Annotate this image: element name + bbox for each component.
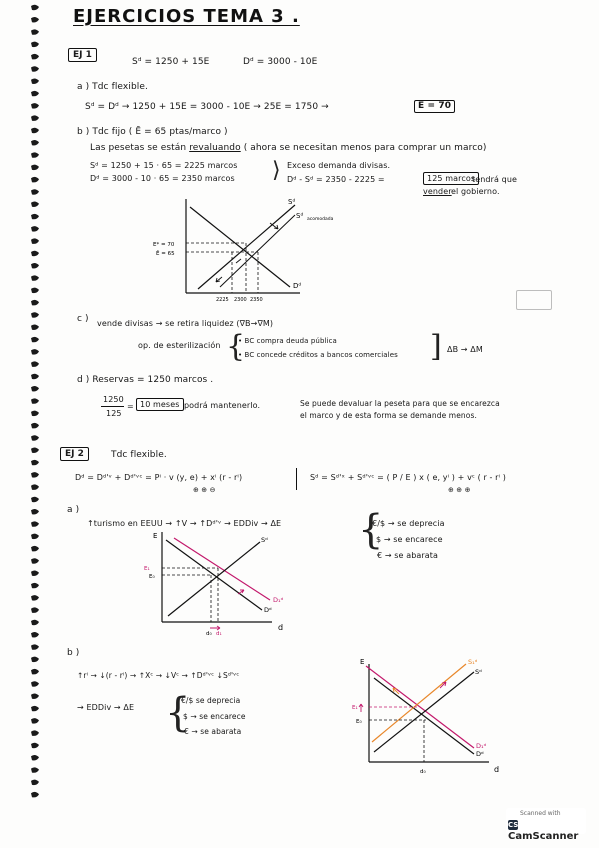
graph2-e1-label: E₁	[144, 566, 150, 572]
binding-hole	[31, 583, 39, 588]
graph3-y-label: E	[360, 658, 365, 666]
binding-hole	[31, 706, 39, 711]
ej2-supply-eq: Sᵈ = Sᵈ'ˣ + Sᵈ'ᵛᶜ = ( P / E ) x ( e, yⁱ ) + vᶜ ( r - rⁱ )	[310, 473, 506, 482]
binding-hole	[31, 349, 39, 354]
ej1-d-denominator: 125	[106, 409, 122, 418]
ej2-b-label: b )	[67, 648, 80, 658]
ej1-demand-eq: Dᵈ = 3000 - 10E	[243, 57, 318, 67]
graph3-e1-label: E₁	[352, 705, 358, 711]
ej2-b-result1: €/$ se deprecia	[181, 696, 241, 705]
ej1-b-vender: vender	[423, 187, 452, 196]
binding-hole	[31, 644, 39, 649]
graph1-arrow-lower	[216, 277, 222, 282]
binding-hole	[31, 226, 39, 231]
binding-hole	[31, 743, 39, 748]
binding-hole	[31, 718, 39, 723]
binding-hole	[31, 361, 39, 366]
graph1-s2-label: Sᵈ	[296, 212, 304, 220]
ej1-b-demand-calc: Dᵈ = 3000 - 10 · 65 = 2350 marcos	[90, 174, 235, 183]
graph1-x3-label: 2350	[250, 297, 263, 303]
binding-hole	[31, 657, 39, 662]
binding-hole	[31, 755, 39, 760]
binding-hole	[31, 79, 39, 84]
ej2-supply-signs: ⊕ ⊕ ⊕	[448, 486, 471, 494]
binding-hole	[31, 325, 39, 330]
binding-hole	[31, 460, 39, 465]
binding-hole	[31, 681, 39, 686]
binding-hole	[31, 386, 39, 391]
camscanner-brand	[508, 820, 586, 842]
ej1-d-note1: Se puede devaluar la peseta para que se encarezca	[300, 399, 500, 408]
graph1-s-label: Sᵈ	[288, 198, 296, 206]
binding-hole	[31, 398, 39, 403]
binding-hole	[31, 29, 39, 34]
ej1-b-exceso: Exceso demanda divisas.	[287, 161, 391, 170]
binding-hole	[31, 792, 39, 797]
graph2-y-label: E	[153, 532, 158, 540]
ej1-c-result: ΔB → ΔM	[447, 345, 483, 354]
ej1-d-box: 10 meses	[136, 398, 184, 411]
graph3-e-arrow	[359, 704, 363, 712]
ej2-demand-eq: Dᵈ = Dᵈ'ᵛ + Dᵈ'ᵛᶜ = Pⁱ · v (y, e) + xⁱ (r - rⁱ)	[75, 473, 243, 482]
ej2-a-result1: €/$ → se deprecia	[372, 519, 445, 528]
graph3-d0-label: d₀	[420, 769, 426, 775]
ej1-d-text: podrá mantenerlo.	[184, 401, 261, 410]
ej1-label: EJ 1	[68, 48, 97, 62]
graph1-supply-accommodated-line	[220, 215, 295, 287]
binding-hole	[31, 312, 39, 317]
ej1-b-tendra: tendrá que	[472, 175, 518, 184]
ej1-c-line: vende divisas → se retira liquidez (∇B→∇M)	[97, 319, 274, 328]
graph2-e0-label: E₀	[149, 574, 155, 580]
ej1-b-supply-calc: Sᵈ = 1250 + 15 · 65 = 2225 marcos	[90, 161, 238, 170]
scanned-with-text: Scanned with	[520, 810, 561, 817]
binding-hole	[31, 607, 39, 612]
ej1-d-equals: =	[127, 402, 134, 411]
binding-hole	[31, 128, 39, 133]
ej1-d-label: d ) Reservas = 1250 marcos .	[77, 375, 214, 385]
ej1-b-brace: ⟩	[272, 158, 281, 183]
graph1-y1-label: E* = 70	[153, 242, 175, 248]
binding-hole	[31, 374, 39, 379]
ej1-c-bullet2: • BC concede créditos a bancos comerciales	[238, 351, 398, 359]
graph1-y2-label: Ē = 65	[156, 251, 175, 257]
binding-hole	[31, 214, 39, 219]
graph2-demand1-line	[174, 538, 270, 600]
ej1-c-label: c )	[77, 314, 89, 324]
ej1-b-difference: Dᵈ - Sᵈ = 2350 - 2225 =	[287, 175, 385, 184]
ej2-graph-a	[140, 530, 310, 640]
graph2-d-label: Dᵈ	[264, 606, 272, 614]
ej1-d-fraction-bar	[101, 406, 124, 407]
ej2-a-result3: € → se abarata	[377, 551, 439, 560]
ej2-a-chain: ↑turismo en EEUU → ↑V → ↑Dᵈ'ᵛ → EDDiv → ΔE	[87, 519, 282, 528]
ej2-b-result2: $ → se encarece	[183, 712, 246, 721]
binding-hole	[31, 152, 39, 157]
binding-hole	[31, 140, 39, 145]
graph2-s-label: Sᵈ	[261, 536, 268, 544]
ej1-b-line1-a: Las pesetas se están	[90, 143, 187, 153]
ej2-b-chain: ↑rⁱ → ↓(r - rⁱ) → ↑Xᶜ → ↓Vᶜ → ↑Dᵈ'ᵛᶜ ↓Sᵈ'ᵛᶜ	[77, 671, 240, 680]
binding-hole	[31, 694, 39, 699]
binding-hole	[31, 546, 39, 551]
binding-hole	[31, 571, 39, 576]
ej2-a-label: a )	[67, 505, 80, 515]
ej2-graph-b	[344, 652, 509, 780]
binding-hole	[31, 189, 39, 194]
binding-hole	[31, 103, 39, 108]
ej1-b-diff-box: 125 marcos	[423, 172, 479, 185]
binding-hole	[31, 42, 39, 47]
graph1-x1-label: 2225	[216, 297, 229, 303]
binding-hole	[31, 202, 39, 207]
ej2-b-brace: {	[165, 690, 191, 736]
binding-hole	[31, 288, 39, 293]
ej1-c-close-bracket: ]	[430, 329, 442, 364]
graph2-supply-line	[168, 542, 260, 616]
ej2-b-result3: € → se abarata	[184, 727, 242, 736]
graph2-demand-line	[166, 540, 262, 610]
ej1-b-gobierno: el gobierno.	[451, 187, 500, 196]
ej2-heading: Tdc flexible.	[111, 450, 167, 460]
binding-hole	[31, 484, 39, 489]
graph3-d1-label: D₁ᵈ	[476, 742, 487, 750]
graph3-s1-label: S₁ᵈ	[468, 658, 478, 666]
ej2-demand-signs: ⊕ ⊕ ⊖	[193, 486, 216, 494]
ej1-c-brace: {	[226, 329, 246, 364]
binding-hole	[31, 448, 39, 453]
ej2-a-result2: $ → se encarece	[376, 535, 443, 544]
binding-hole	[31, 300, 39, 305]
ej1-b-heading: b ) Tdc fijo ( Ē = 65 ptas/marco )	[77, 127, 228, 137]
binding-hole	[31, 521, 39, 526]
binding-hole	[31, 595, 39, 600]
graph3-s-label: Sᵈ	[475, 668, 482, 676]
binding-holes	[27, 0, 43, 848]
ej1-a-result: E = 70	[414, 100, 455, 113]
binding-hole	[31, 730, 39, 735]
binding-hole	[31, 5, 39, 10]
graph1-d-label: Dᵈ	[293, 282, 302, 290]
graph3-e0-label: E₀	[356, 719, 362, 725]
page-title: EJERCICIOS TEMA 3 .	[73, 6, 300, 27]
ej2-label: EJ 2	[60, 447, 89, 461]
binding-hole	[31, 251, 39, 256]
ej2-separator	[296, 468, 297, 490]
graph1-s2-sub: acomodada	[307, 217, 334, 222]
binding-hole	[31, 17, 39, 22]
binding-hole	[31, 767, 39, 772]
binding-hole	[31, 275, 39, 280]
ej1-graph	[150, 195, 380, 310]
faded-box	[516, 290, 552, 310]
binding-hole	[31, 263, 39, 268]
binding-hole	[31, 558, 39, 563]
ej1-d-note2: el marco y de esta forma se demande menos.	[300, 411, 477, 420]
camscanner-text: CamScanner	[508, 831, 579, 842]
binding-hole	[31, 165, 39, 170]
binding-hole	[31, 632, 39, 637]
binding-hole	[31, 337, 39, 342]
ej1-a-heading: a ) Tdc flexible.	[77, 82, 148, 92]
ej1-b-line1	[90, 143, 486, 154]
ej1-c-bullet1: • BC compra deuda pública	[238, 337, 337, 345]
graph3-supply1-line	[372, 664, 466, 742]
ej1-d-numerator: 1250	[103, 395, 124, 404]
graph2-x-arrow	[210, 626, 220, 630]
binding-hole	[31, 177, 39, 182]
graph1-supply-line	[198, 205, 295, 289]
graph2-d1x-label: d₁	[216, 631, 222, 637]
graph2-d0-label: d₀	[206, 631, 212, 637]
ej2-b-chain2: → EDDiv → ΔE	[77, 703, 135, 712]
binding-hole	[31, 66, 39, 71]
ej1-a-equation: Sᵈ = Dᵈ → 1250 + 15E = 3000 - 10E → 25E = 1750 →	[85, 102, 329, 112]
binding-hole	[31, 780, 39, 785]
binding-hole	[31, 509, 39, 514]
graph3-x-label: d	[494, 765, 500, 774]
graph1-x2-label: 2300	[234, 297, 247, 303]
binding-hole	[31, 472, 39, 477]
binding-hole	[31, 238, 39, 243]
graph1-arrow-mid	[236, 259, 241, 263]
ej1-b-revaluando: revaluando	[189, 143, 241, 153]
ej2-a-brace: {	[358, 507, 384, 553]
binding-hole	[31, 91, 39, 96]
binding-hole	[31, 435, 39, 440]
graph3-demand1-line	[366, 666, 474, 748]
camscanner-logo-icon: CS	[508, 821, 519, 829]
binding-hole	[31, 620, 39, 625]
binding-hole	[31, 669, 39, 674]
binding-hole	[31, 115, 39, 120]
binding-hole	[31, 497, 39, 502]
graph2-d1-label: D₁ᵈ	[273, 596, 284, 604]
graph3-d-label: Dᵈ	[476, 750, 484, 758]
camscanner-watermark	[506, 808, 586, 842]
binding-hole	[31, 534, 39, 539]
ej1-supply-eq: Sᵈ = 1250 + 15E	[132, 57, 210, 67]
binding-hole	[31, 411, 39, 416]
ej1-b-line1-b: ( ahora se necesitan menos para comprar un marco)	[243, 143, 487, 153]
graph1-demand-line	[190, 207, 290, 287]
binding-hole	[31, 423, 39, 428]
graph2-x-label: d	[278, 623, 284, 632]
ej1-c-op: op. de esterilización	[138, 341, 221, 350]
graph2-shift-arrow	[238, 590, 244, 594]
binding-hole	[31, 54, 39, 59]
